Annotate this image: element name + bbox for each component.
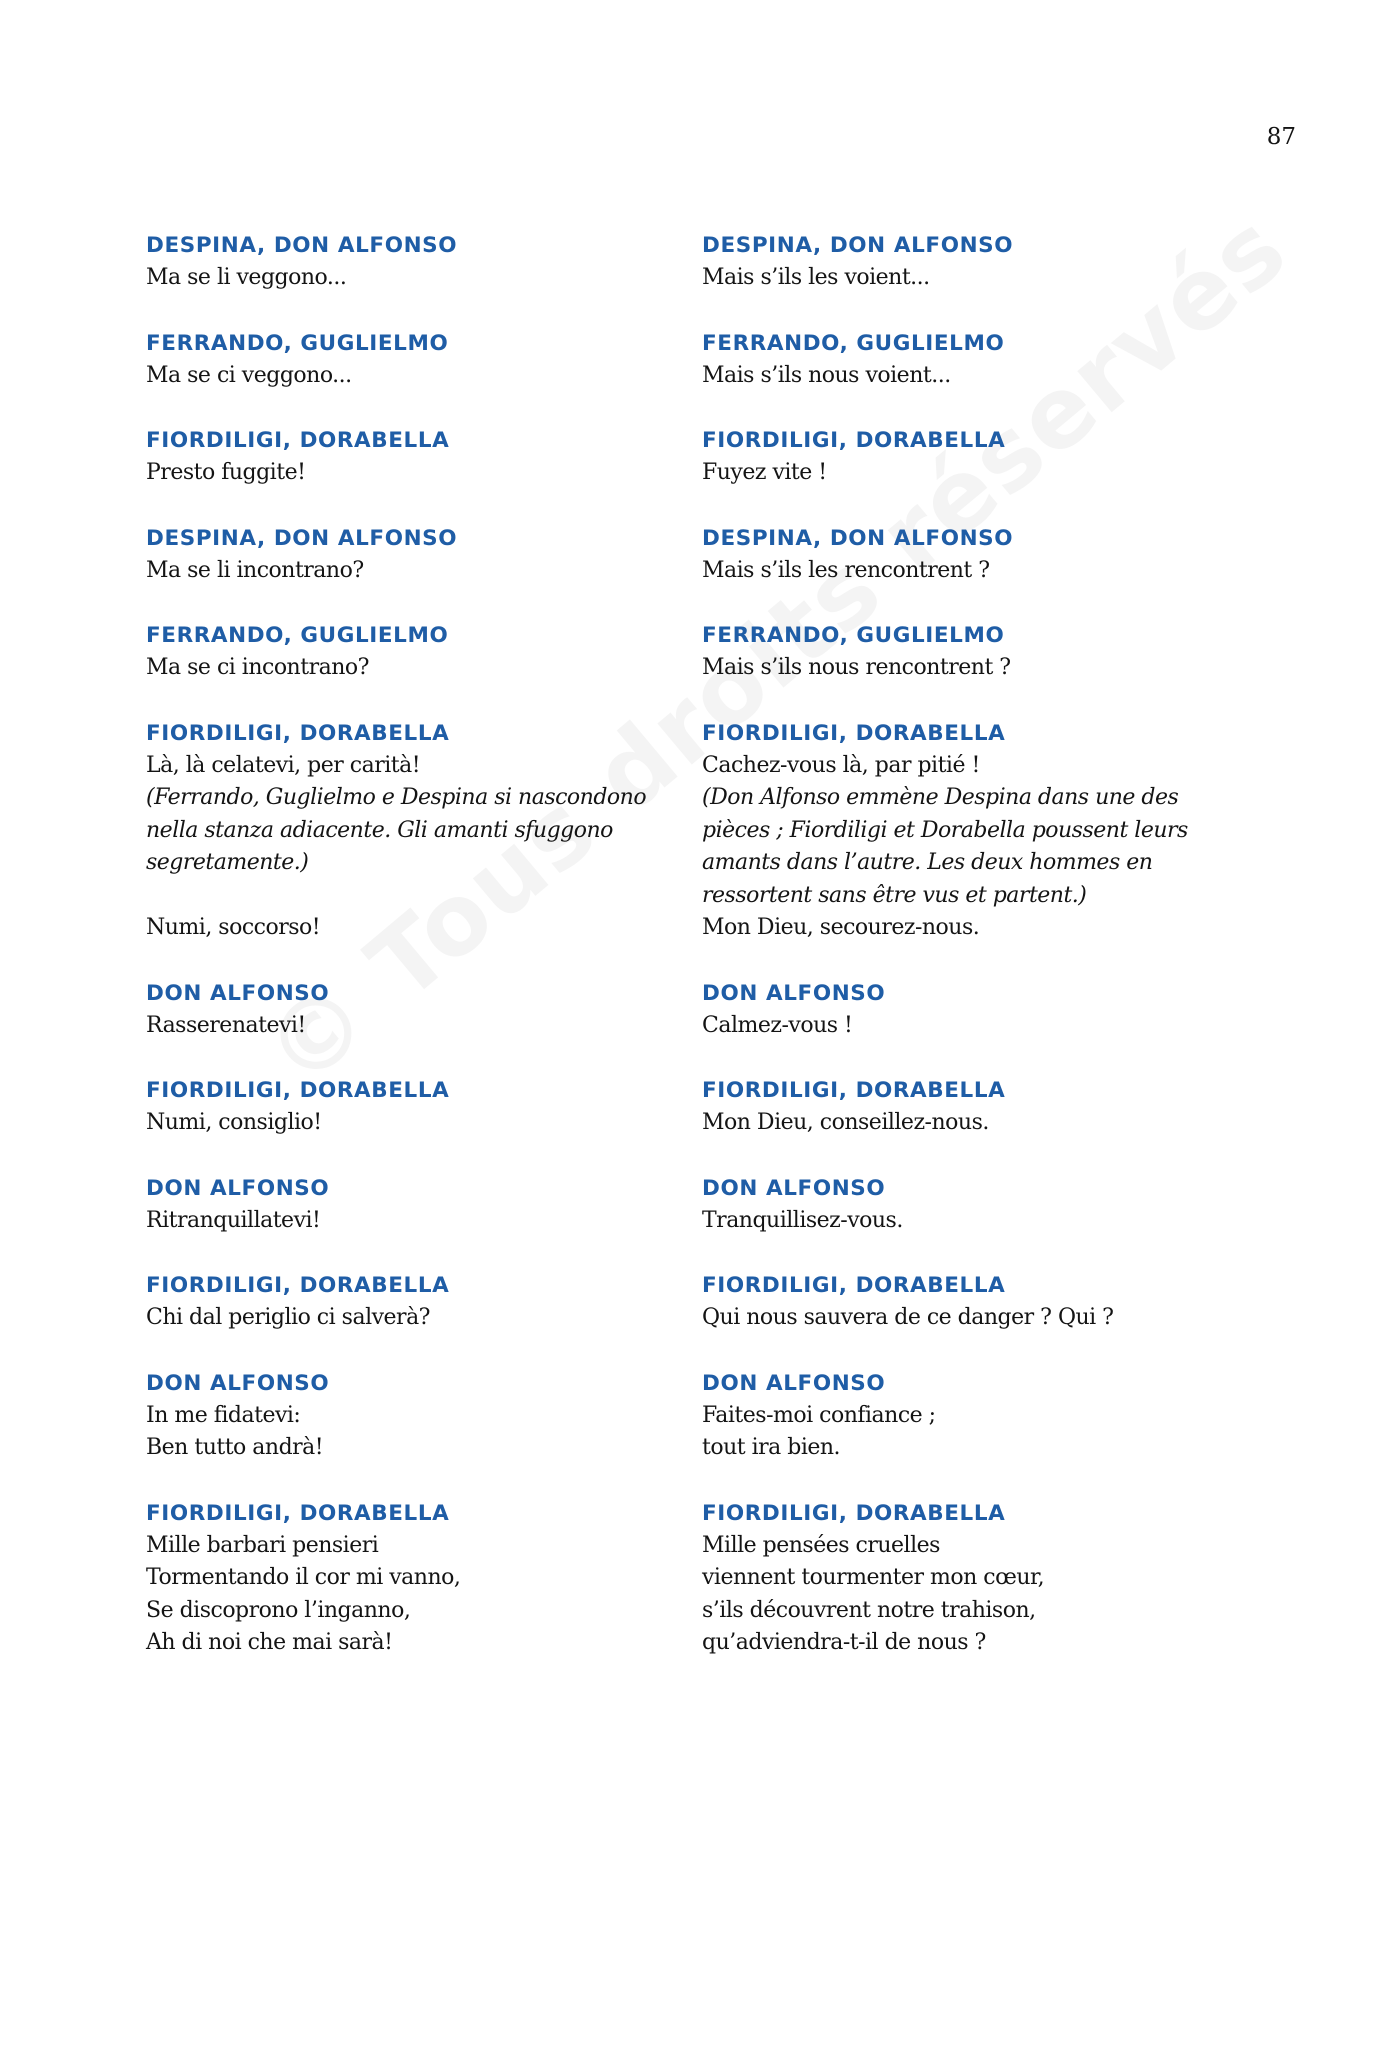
dialogue-block	[146, 425, 686, 490]
dialogue-block	[146, 328, 686, 393]
dialogue-line: Mon Dieu, secourez-nous.	[702, 915, 980, 940]
dialogue-line: Mille barbari pensieri	[146, 1532, 379, 1558]
dialogue-block	[146, 1270, 686, 1335]
dialogue-line: Chi dal periglio ci salverà?	[146, 1305, 430, 1330]
speaker-name: DESPINA, DON ALFONSO	[146, 525, 458, 551]
dialogue-line: viennent tourmenter mon cœur,	[702, 1565, 1045, 1590]
dialogue-block	[702, 328, 1262, 393]
speaker-name: FIORDILIGI, DORABELLA	[146, 1273, 450, 1298]
speaker-name: FIORDILIGI, DORABELLA	[146, 1500, 450, 1526]
dialogue-block	[146, 1498, 686, 1660]
speaker-name: FIORDILIGI, DORABELLA	[146, 720, 450, 746]
speaker-name: DON ALFONSO	[702, 1175, 886, 1201]
speaker-name: DON ALFONSO	[146, 980, 330, 1006]
dialogue-block	[702, 523, 1262, 588]
dialogue-line: Ma se ci veggono...	[146, 362, 352, 388]
speaker-name: FIORDILIGI, DORABELLA	[146, 428, 450, 453]
speaker-name: FIORDILIGI, DORABELLA	[702, 1273, 1006, 1298]
dialogue-block	[702, 1368, 1262, 1465]
dialogue-line: Calmez-vous !	[702, 1012, 853, 1038]
dialogue-line: Mais s’ils nous voient...	[702, 362, 951, 388]
dialogue-line: Tranquillisez-vous.	[702, 1207, 903, 1233]
dialogue-line: qu’adviendra-t-il de nous ?	[702, 1630, 986, 1655]
dialogue-line: Qui nous sauvera de ce danger ? Qui ?	[702, 1305, 1114, 1330]
speaker-name: FERRANDO, GUGLIELMO	[146, 330, 449, 356]
dialogue-line: Là, là celatevi, per carità!	[146, 752, 421, 778]
dialogue-block	[146, 620, 686, 685]
stage-direction: (Ferrando, Guglielmo e Despina si nascondono	[146, 785, 647, 810]
speaker-name: DON ALFONSO	[702, 1370, 886, 1396]
dialogue-line: Mais s’ils nous rencontrent ?	[702, 655, 1011, 680]
dialogue-block	[146, 1368, 686, 1465]
dialogue-block	[702, 1498, 1262, 1660]
dialogue-line: Fuyez vite !	[702, 460, 827, 485]
dialogue-line: In me fidatevi:	[146, 1402, 301, 1428]
dialogue-line: Cachez-vous là, par pitié !	[702, 752, 980, 778]
dialogue-block	[702, 425, 1262, 490]
dialogue-block	[146, 230, 686, 295]
speaker-name: FIORDILIGI, DORABELLA	[702, 1500, 1006, 1526]
dialogue-line: tout ira bien.	[702, 1435, 841, 1460]
speaker-name: DON ALFONSO	[146, 1175, 330, 1201]
dialogue-line: Ah di noi che mai sarà!	[146, 1630, 393, 1655]
speaker-name: FERRANDO, GUGLIELMO	[146, 623, 449, 648]
dialogue-line: Tormentando il cor mi vanno,	[146, 1565, 461, 1590]
dialogue-block	[146, 978, 686, 1043]
dialogue-block	[702, 230, 1262, 295]
stage-direction: ressortent sans être vus et partent.)	[702, 882, 1087, 908]
dialogue-block	[702, 718, 1262, 945]
dialogue-line: Numi, consiglio!	[146, 1110, 322, 1135]
dialogue-block	[146, 1173, 686, 1238]
speaker-name: DESPINA, DON ALFONSO	[702, 525, 1014, 551]
speaker-name: FIORDILIGI, DORABELLA	[702, 1078, 1006, 1103]
dialogue-line: Rasserenatevi!	[146, 1012, 306, 1038]
dialogue-block	[702, 978, 1262, 1043]
dialogue-block	[146, 718, 686, 945]
dialogue-line: Faites-moi confiance ;	[702, 1402, 936, 1428]
dialogue-line: Ben tutto andrà!	[146, 1435, 324, 1460]
dialogue-line: s’ils découvrent notre trahison,	[702, 1597, 1036, 1623]
page-number: 87	[1266, 124, 1296, 150]
speaker-name: FERRANDO, GUGLIELMO	[702, 623, 1005, 648]
dialogue-line: Numi, soccorso!	[146, 915, 321, 940]
speaker-name: FERRANDO, GUGLIELMO	[702, 330, 1005, 356]
italian-column	[146, 230, 686, 1693]
dialogue-line: Ritranquillatevi!	[146, 1207, 321, 1233]
dialogue-line: Mais s’ils les voient...	[702, 265, 930, 290]
stage-direction: nella stanza adiacente. Gli amanti sfuggono	[146, 817, 613, 843]
speaker-name: FIORDILIGI, DORABELLA	[702, 428, 1006, 453]
speaker-name: FIORDILIGI, DORABELLA	[146, 1078, 450, 1103]
speaker-name: DESPINA, DON ALFONSO	[702, 233, 1014, 258]
line-gap	[146, 880, 686, 913]
french-column	[702, 230, 1262, 1693]
stage-direction: (Don Alfonso emmène Despina dans une des	[702, 785, 1179, 810]
stage-direction: segretamente.)	[146, 850, 309, 875]
dialogue-line: Presto fuggite!	[146, 460, 306, 485]
dialogue-line: Mille pensées cruelles	[702, 1532, 940, 1558]
dialogue-line: Se discoprono l’inganno,	[146, 1597, 411, 1623]
dialogue-line: Mais s’ils les rencontrent ?	[702, 557, 990, 583]
dialogue-block	[702, 1270, 1262, 1335]
dialogue-block	[702, 1075, 1262, 1140]
speaker-name: DON ALFONSO	[146, 1370, 330, 1396]
speaker-name: DESPINA, DON ALFONSO	[146, 233, 458, 258]
dialogue-line: Ma se li veggono...	[146, 265, 347, 290]
dialogue-line: Mon Dieu, conseillez-nous.	[702, 1110, 989, 1135]
stage-direction: pièces ; Fiordiligi et Dorabella poussent leurs	[702, 817, 1188, 843]
dialogue-block	[702, 620, 1262, 685]
dialogue-block	[146, 523, 686, 588]
dialogue-line: Ma se li incontrano?	[146, 557, 364, 583]
stage-direction: amants dans l’autre. Les deux hommes en	[702, 850, 1153, 875]
speaker-name: DON ALFONSO	[702, 980, 886, 1006]
dialogue-block	[146, 1075, 686, 1140]
dialogue-block	[702, 1173, 1262, 1238]
speaker-name: FIORDILIGI, DORABELLA	[702, 720, 1006, 746]
dialogue-line: Ma se ci incontrano?	[146, 655, 369, 680]
